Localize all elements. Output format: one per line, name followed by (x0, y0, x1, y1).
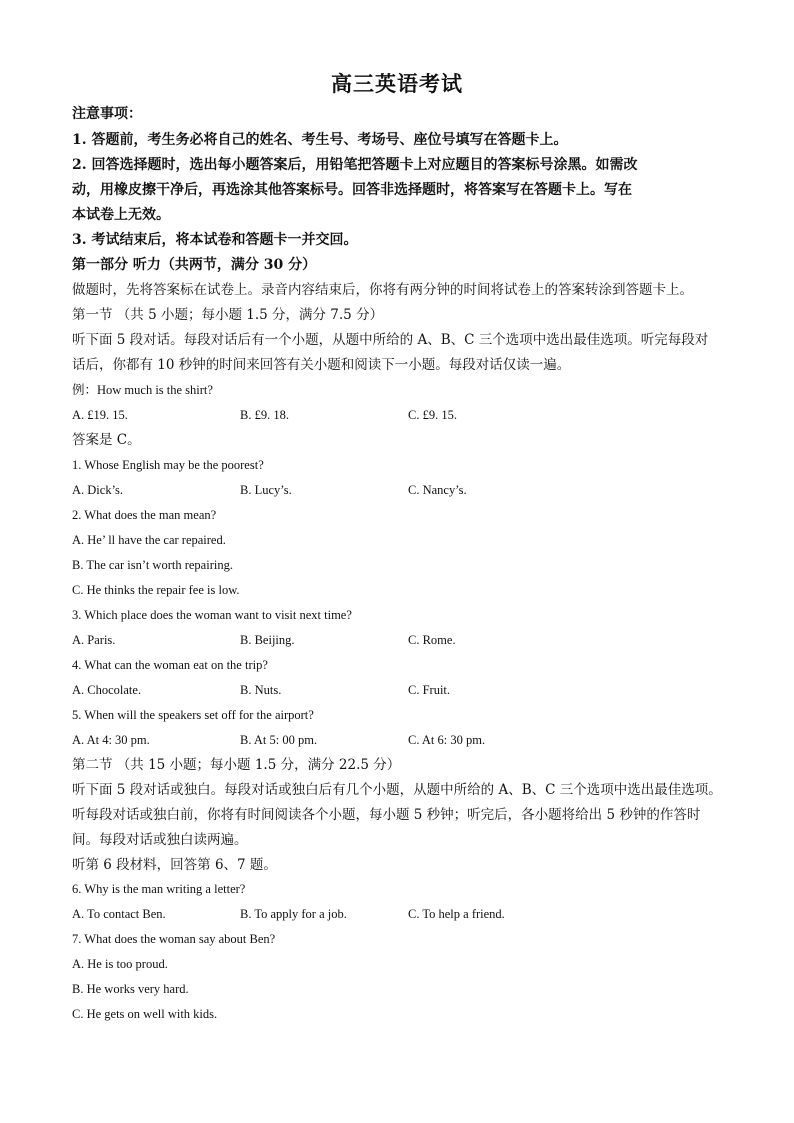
notice-item-2-end: 本试卷上无效。 (72, 207, 170, 223)
q6-question: 6. Why is the man writing a letter? (72, 882, 246, 896)
notice-item-2: 2. 回答选择题时，选出每小题答案后，用铅笔把答题卡上对应题目的答案标号涂黑。如需改 (72, 157, 638, 173)
q1-option-c: C. Nancy’s. (408, 483, 467, 497)
section2-instructions-3: 间。每段对话或独白读两遍。 (72, 832, 248, 848)
section1-heading: 第一节 （共 5 小题；每小题 1.5 分，满分 7.5 分） (72, 307, 384, 323)
q5-question: 5. When will the speakers set off for the airport? (72, 708, 314, 722)
q3-option-b: B. Beijing. (240, 633, 295, 647)
q2-option-a: A. He’ ll have the car repaired. (72, 533, 226, 547)
part1-heading: 第一部分 听力（共两节，满分 30 分） (72, 257, 317, 273)
material-6-heading: 听第 6 段材料，回答第 6、7 题。 (72, 857, 277, 873)
example-option-a: A. £19. 15. (72, 408, 128, 422)
section1-instructions-1: 听下面 5 段对话。每段对话后有一个小题，从题中所给的 A、B、C 三个选项中选出最佳选项。听完每段对 (72, 332, 709, 348)
example-option-b: B. £9. 18. (240, 408, 289, 422)
notice-item-1: 1. 答题前，考生务必将自己的姓名、考生号、考场号、座位号填写在答题卡上。 (72, 132, 568, 148)
example-option-c: C. £9. 15. (408, 408, 457, 422)
q5-option-b: B. At 5: 00 pm. (240, 733, 318, 747)
example-answer: 答案是 C。 (72, 432, 141, 448)
q6-option-b: B. To apply for a job. (240, 907, 347, 921)
section2-instructions-1: 听下面 5 段对话或独白。每段对话或独白后有几个小题，从题中所给的 A、B、C 三个选项中选出最佳选项。 (72, 782, 722, 798)
q7-question: 7. What does the woman say about Ben? (72, 932, 276, 946)
q1-question: 1. Whose English may be the poorest? (72, 458, 264, 472)
q4-option-c: C. Fruit. (408, 683, 451, 697)
q7-option-a: A. He is too proud. (72, 957, 168, 971)
q6-option-c: C. To help a friend. (408, 907, 505, 921)
q1-option-b: B. Lucy’s. (240, 483, 292, 497)
q4-option-b: B. Nuts. (240, 683, 282, 697)
notice-item-3: 3. 考试结束后，将本试卷和答题卡一并交回。 (72, 232, 358, 248)
q2-option-b: B. The car isn’t worth repairing. (72, 558, 233, 572)
q5-option-c: C. At 6: 30 pm. (408, 733, 486, 747)
notice-heading: 注意事项： (72, 106, 142, 122)
q2-question: 2. What does the man mean? (72, 508, 217, 522)
q7-option-c: C. He gets on well with kids. (72, 1007, 218, 1021)
example-question: 例：How much is the shirt? (72, 383, 213, 397)
q7-option-b: B. He works very hard. (72, 982, 189, 996)
q6-option-a: A. To contact Ben. (72, 907, 166, 921)
page-title: 高三英语考试 (331, 71, 463, 96)
notice-item-2-cont: 动，用橡皮擦干净后，再选涂其他答案标号。回答非选择题时，将答案写在答题卡上。写在 (72, 182, 632, 198)
q3-question: 3. Which place does the woman want to visit next time? (72, 608, 352, 622)
section2-heading: 第二节 （共 15 小题；每小题 1.5 分，满分 22.5 分） (72, 757, 401, 773)
section1-instructions-2: 话后，你都有 10 秒钟的时间来回答有关小题和阅读下一小题。每段对话仅读一遍。 (72, 357, 571, 373)
q4-question: 4. What can the woman eat on the trip? (72, 658, 268, 672)
q5-option-a: A. At 4: 30 pm. (72, 733, 150, 747)
q2-option-c: C. He thinks the repair fee is low. (72, 583, 240, 597)
q3-option-c: C. Rome. (408, 633, 456, 647)
q3-option-a: A. Paris. (72, 633, 116, 647)
q4-option-a: A. Chocolate. (72, 683, 142, 697)
part1-intro: 做题时，先将答案标在试卷上。录音内容结束后，你将有两分钟的时间将试卷上的答案转涂到答题卡上。 (72, 282, 693, 298)
section2-instructions-2: 听每段对话或独白前，你将有时间阅读各个小题，每小题 5 秒钟；听完后，各小题将给出 5 秒钟的作答时 (72, 807, 701, 823)
q1-option-a: A. Dick’s. (72, 483, 124, 497)
